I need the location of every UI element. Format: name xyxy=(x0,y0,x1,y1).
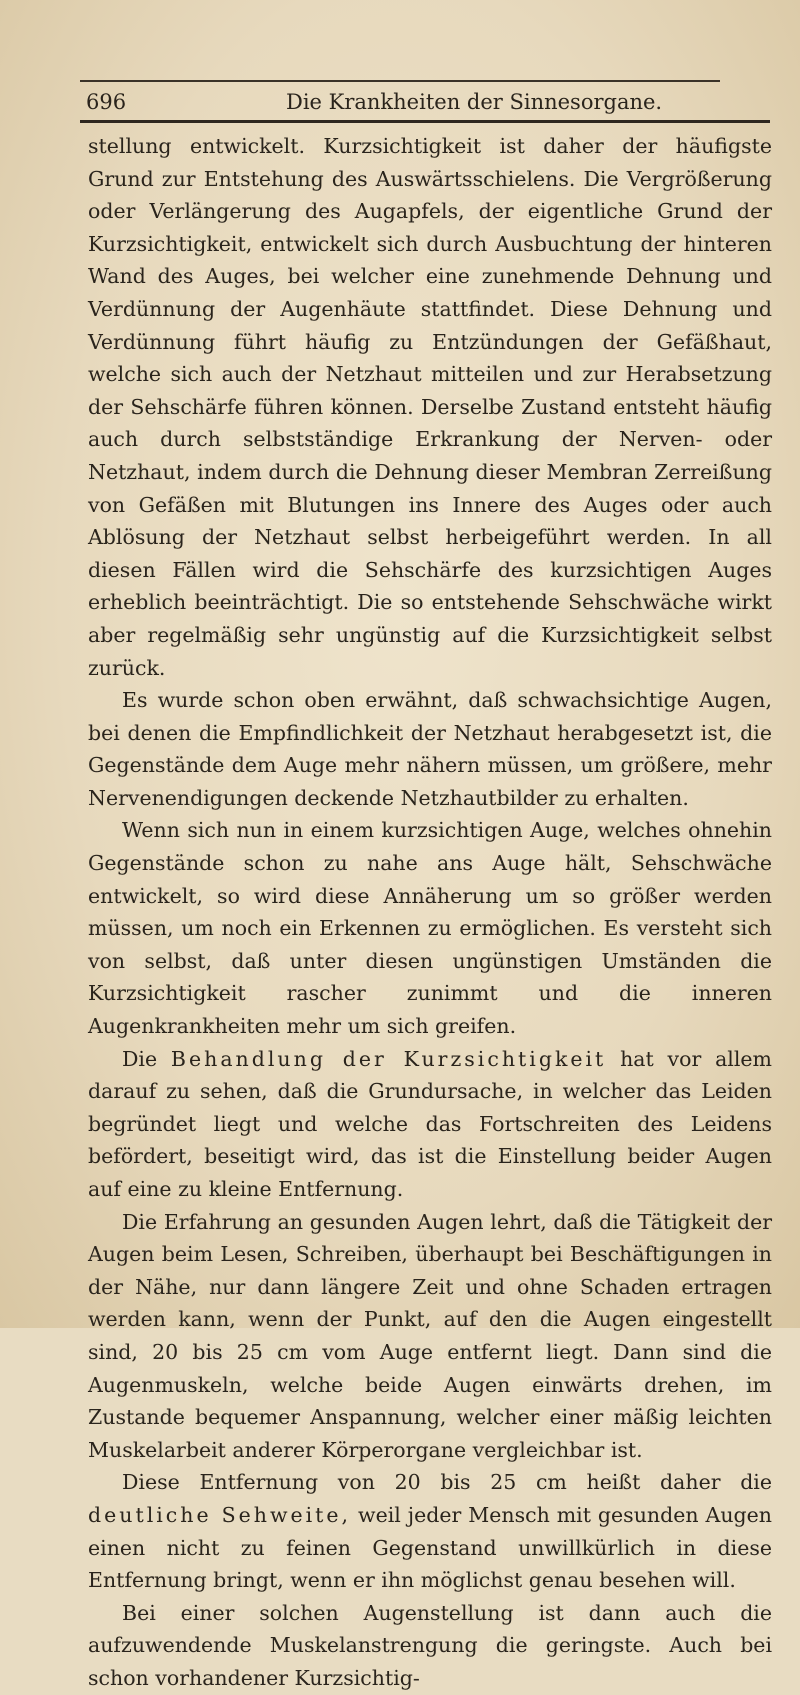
paragraph: Bei einer solchen Augenstellung ist dann auch die aufzuwendende Muskelanstrengung die geringste. Auch bei schon vorhandener Kurzsichtig- xyxy=(88,1600,772,1690)
paragraph-rest: weil jeder Mensch mit gesunden Augen einen nicht zu feinen Gegenstand unwillkürlich in diese Entfernung bringt, wenn er ihn möglichst genau besehen will. xyxy=(88,1502,772,1593)
running-head: Die Krankheiten der Sinnesorgane. xyxy=(286,90,663,114)
emphasized-term: Behandlung der Kurzsichtigkeit xyxy=(170,1046,607,1071)
paragraph xyxy=(88,1043,772,1206)
paragraph: Die Erfahrung an gesunden Augen lehrt, daß die Tätigkeit der Augen beim Lesen, Schreiben, überhaupt bei Beschäftigungen in der Nähe, nur dann längere Zeit und ohne Schaden ertragen werden kann, wenn der Punkt, auf den die Augen eingestellt sind, 20 bis 25 cm vom Auge entfernt liegt. Dann sind die Augenmuskeln, welche beide Augen einwärts drehen, im Zustande bequemer Anspannung, welcher einer mäßig leichten Muskelarbeit anderer Körperorgane vergleichbar ist. xyxy=(88,1209,772,1462)
paragraph-lead: Die xyxy=(122,1046,158,1071)
page-header xyxy=(86,88,766,116)
paragraph-lead: Diese Entfernung von 20 bis 25 cm heißt daher die xyxy=(122,1470,772,1495)
header-rule xyxy=(80,120,770,123)
paragraph: Es wurde schon oben erwähnt, daß schwachsichtige Augen, bei denen die Empfindlichkeit der Netzhaut herabgesetzt ist, die Gegenstände dem Auge mehr nähern müssen, um größere, mehr Nervenendigungen deckende Netzhautbilder zu erhalten. xyxy=(88,688,772,810)
page-number: 696 xyxy=(86,90,127,114)
emphasized-term: deutliche Sehweite, xyxy=(88,1502,352,1527)
paragraph-rest: hat vor allem darauf zu sehen, daß die Grundursache, in welcher das Leiden begründet liegt und welche das Fortschreiten des Leidens befördert, beseitigt wird, das ist die Einstellung beider Augen auf eine zu kleine Entfernung. xyxy=(88,1046,772,1201)
top-rule xyxy=(80,80,720,82)
paragraph: Wenn sich nun in einem kurzsichtigen Auge, welches ohnehin Gegenstände schon zu nahe ans Auge hält, Sehschwäche entwickelt, so wird diese Annäherung um so größer werden müssen, um noch ein Erkennen zu ermöglichen. Es versteht sich von selbst, daß unter diesen ungünstigen Umständen die Kurzsichtigkeit rascher zunimmt und die inneren Augenkrankheiten mehr um sich greifen. xyxy=(88,818,772,1039)
paragraph xyxy=(88,1466,772,1596)
paragraph: stellung entwickelt. Kurzsichtigkeit ist daher der häufigste Grund zur Entstehung des Auswärtsschielens. Die Vergrößerung oder Verlängerung des Augapfels, der eigentliche Grund der Kurzsichtigkeit, entwickelt sich durch Ausbuchtung der hinteren Wand des Auges, bei welcher eine zunehmende Dehnung und Verdünnung der Augenhäute stattfindet. Diese Dehnung und Verdünnung führt häufig zu Entzündungen der Gefäßhaut, welche sich auch der Netzhaut mitteilen und zur Herabsetzung der Sehschärfe führen können. Derselbe Zustand entsteht häufig auch durch selbstständige Erkrankung der Nerven- oder Netzhaut, indem durch die Dehnung dieser Membran Zerreißung von Gefäßen mit Blutungen ins Innere des Auges oder auch Ablösung der Netzhaut selbst herbeigeführt werden. In all diesen Fällen wird die Sehschärfe des kurzsichtigen Auges erheblich beeinträchtigt. Die so entstehende Sehschwäche wirkt aber regelmäßig sehr ungünstig auf die Kurzsichtigkeit selbst zurück. xyxy=(88,134,772,680)
body-text xyxy=(88,130,772,1695)
